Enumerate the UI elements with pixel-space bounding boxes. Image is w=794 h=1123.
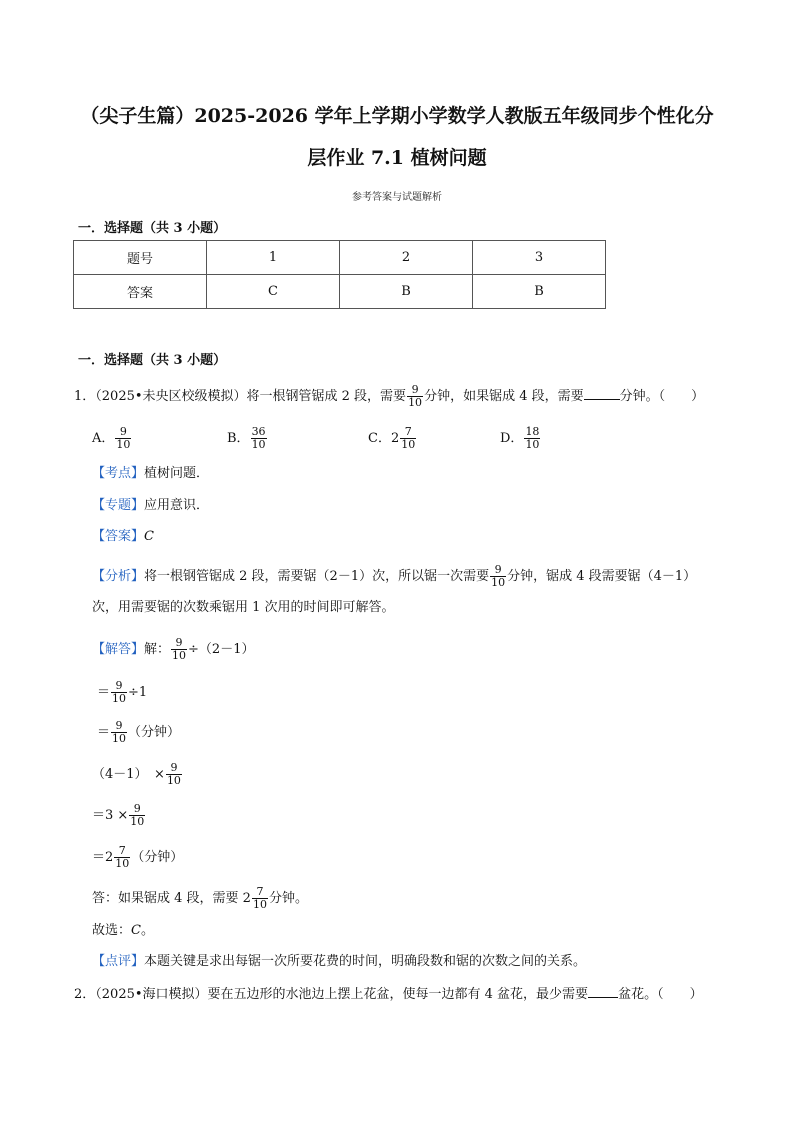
kaodian-line: 【考点】植树问题． xyxy=(92,466,210,481)
fraction: $\frac{7}{10}$ xyxy=(252,885,267,911)
answer-table xyxy=(73,240,606,309)
answer-section-heading: 一．选择题（共 3 小题） xyxy=(78,221,227,236)
answer-blank xyxy=(584,387,620,400)
table-cell: 2 xyxy=(340,241,473,275)
document-title-line2: 层作业 7.1 植树问题 xyxy=(307,147,487,169)
option-d: D． $\frac{18}{10}$ xyxy=(500,425,540,451)
q1-stem: 1．（2025•未央区校级模拟）将一根钢管锯成 2 段，需要 $\frac{9}{10}$ 分钟，如果锯成 4 段，需要 分钟。（ ） xyxy=(74,383,705,409)
fraction: $\frac{9}{10}$ xyxy=(408,383,423,409)
table-cell: C xyxy=(207,275,340,309)
fraction: $\frac{9}{10}$ xyxy=(172,636,187,662)
fraction: $\frac{9}{10}$ xyxy=(130,802,145,828)
solution-line3: ＝ $\frac{9}{10}$ （分钟） xyxy=(97,719,181,745)
answer-blank xyxy=(588,985,618,998)
fraction: $\frac{9}{10}$ xyxy=(112,719,127,745)
fraction: $\frac{9}{10}$ xyxy=(116,425,131,451)
solution-line6: ＝2 $\frac{7}{10}$ （分钟） xyxy=(92,844,184,870)
fraction: $\frac{9}{10}$ xyxy=(491,563,506,589)
table-cell: 1 xyxy=(207,241,340,275)
option-a: A． $\frac{9}{10}$ xyxy=(92,425,131,451)
fraction: $\frac{9}{10}$ xyxy=(166,761,181,787)
table-row xyxy=(74,241,606,275)
solution-line4: （4－1） × $\frac{9}{10}$ xyxy=(92,761,181,787)
analysis-line2: 次，用需要锯的次数乘锯用 1 次用的时间即可解答。 xyxy=(92,600,395,615)
answer-line: 【答案】C xyxy=(92,529,154,544)
document-title-line1: （尖子生篇）2025-2026 学年上学期小学数学人教版五年级同步个性化分 xyxy=(80,105,714,127)
solution-line5: ＝3 × $\frac{9}{10}$ xyxy=(92,802,145,828)
fraction: $\frac{18}{10}$ xyxy=(525,425,540,451)
table-cell: 题号 xyxy=(74,241,207,275)
detail-section-heading: 一．选择题（共 3 小题） xyxy=(78,353,227,368)
table-cell: B xyxy=(340,275,473,309)
zhuanti-line: 【专题】应用意识． xyxy=(92,498,210,513)
fraction: $\frac{7}{10}$ xyxy=(115,844,130,870)
fraction: $\frac{7}{10}$ xyxy=(401,425,416,451)
option-b: B． $\frac{36}{10}$ xyxy=(227,425,266,451)
reply-line: 答：如果锯成 4 段，需要 2 $\frac{7}{10}$ 分钟。 xyxy=(92,885,308,911)
solution-line2: ＝ $\frac{9}{10}$ ÷1 xyxy=(97,679,148,705)
table-cell: 3 xyxy=(473,241,606,275)
fraction: $\frac{36}{10}$ xyxy=(251,425,266,451)
solution-line1: 【解答】解： $\frac{9}{10}$ ÷（2－1） xyxy=(92,636,255,662)
table-row xyxy=(74,275,606,309)
q2-stem: 2．（2025•海口模拟）要在五边形的水池边上摆上花盆，使每一边都有 4 盆花，最少需要 盆花。（ ） xyxy=(74,987,703,1002)
table-cell: 答案 xyxy=(74,275,207,309)
comment-line: 【点评】本题关键是求出每锯一次所要花费的时间，明确段数和锯的次数之间的关系。 xyxy=(92,954,587,969)
document-subtitle: 参考答案与试题解析 xyxy=(352,192,442,203)
table-cell: B xyxy=(473,275,606,309)
option-c: C．2 $\frac{7}{10}$ xyxy=(368,425,416,451)
fraction: $\frac{9}{10}$ xyxy=(112,679,127,705)
analysis-line1: 【分析】将一根钢管锯成 2 段，需要锯（2－1）次，所以锯一次需要 $\frac{9}{10}$ 分钟，锯成 4 段需要锯（4－1） xyxy=(92,563,697,589)
choose-line: 故选：C。 xyxy=(92,923,154,938)
